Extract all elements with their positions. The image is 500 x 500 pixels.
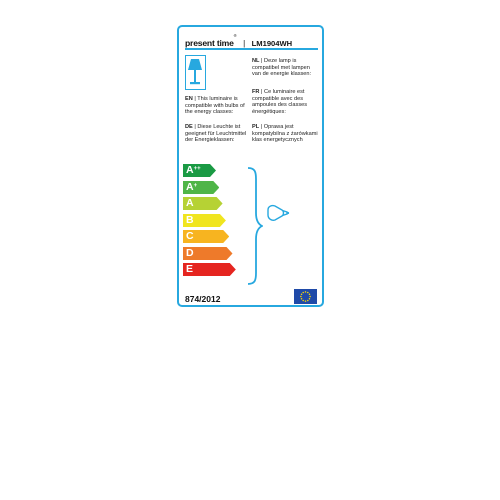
eu-star xyxy=(302,292,304,294)
eu-star xyxy=(302,300,304,302)
registered-mark: ® xyxy=(233,33,237,38)
eu-star xyxy=(301,298,303,300)
text-fr xyxy=(252,89,318,115)
energy-class-arrow xyxy=(183,181,219,194)
text-pl xyxy=(252,124,318,144)
lamp-icon xyxy=(185,55,206,90)
energy-class-label: D xyxy=(186,246,194,259)
header-separator: | xyxy=(243,39,246,48)
energy-class-plus: + xyxy=(193,182,198,189)
energy-label xyxy=(177,25,324,307)
eu-star xyxy=(309,298,311,300)
eu-star xyxy=(307,300,309,302)
lang-code-nl: NL xyxy=(252,58,260,64)
eu-star xyxy=(300,296,302,298)
energy-class-arrow xyxy=(183,247,233,260)
energy-class-label: A xyxy=(186,197,194,209)
eu-star xyxy=(305,291,307,293)
eu-star xyxy=(301,293,303,295)
text-nl-body: | Deze lamp is compatibel met lampen van de energie klassen: xyxy=(252,58,312,78)
model-number: LM1904WH xyxy=(251,39,293,48)
eu-star xyxy=(305,300,307,302)
energy-class-plus: ++ xyxy=(193,166,201,172)
energy-class-arrow xyxy=(183,263,236,276)
lang-code-en: EN xyxy=(185,96,193,102)
energy-class-scale xyxy=(183,164,243,284)
lang-code-pl: PL xyxy=(252,124,260,130)
eu-star xyxy=(309,296,311,298)
text-nl xyxy=(252,58,318,78)
energy-class-arrow xyxy=(183,230,229,243)
header-divider xyxy=(185,48,318,50)
label-header xyxy=(185,33,318,47)
text-pl-body: | Oprawa jest kompatybilna z żarówkami klas energetycznych xyxy=(252,124,318,144)
lang-code-fr: FR xyxy=(252,89,260,95)
energy-class-label: A+ xyxy=(186,180,198,193)
eu-star xyxy=(307,292,309,294)
energy-class-arrow xyxy=(183,214,226,227)
brand-name: present time xyxy=(185,38,234,48)
text-en-body: | This luminaire is compatible with bulbs of the energy classes: xyxy=(185,96,245,116)
energy-class-arrow xyxy=(183,164,216,177)
energy-class-arrow xyxy=(183,197,223,210)
bulb-icon xyxy=(266,204,292,222)
curly-brace-icon xyxy=(247,167,263,285)
regulation-number: 874/2012 xyxy=(185,294,221,304)
energy-class-label: A++ xyxy=(186,164,201,176)
energy-class-label: E xyxy=(186,263,194,275)
text-de-body: | Diese Leuchte ist geeignet für Leuchtmittel der Energieklassen: xyxy=(185,124,247,144)
energy-class-label: C xyxy=(186,230,194,242)
text-fr-body: | Ce luminaire est compatible avec des ampoules des classes énergétiques: xyxy=(252,89,308,115)
eu-flag-icon xyxy=(294,289,317,304)
lang-code-de: DE xyxy=(185,124,193,130)
energy-class-label: B xyxy=(186,213,194,226)
eu-star xyxy=(309,293,311,295)
text-de xyxy=(185,124,247,144)
text-en xyxy=(185,96,247,116)
